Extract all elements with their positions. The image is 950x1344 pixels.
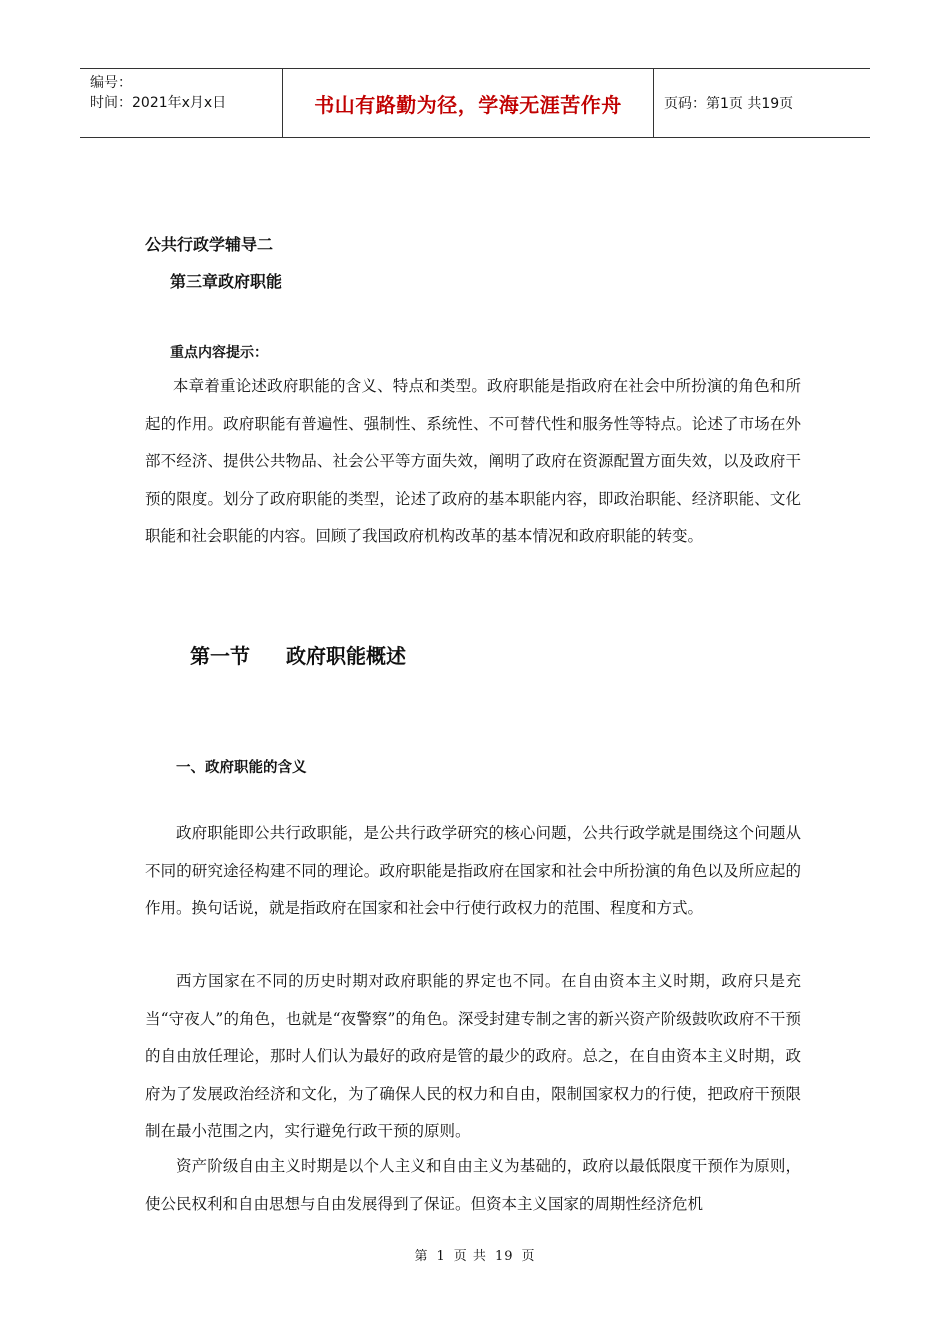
- body-paragraph: 政府职能即公共行政职能，是公共行政学研究的核心问题，公共行政学就是围绕这个问题从不同的研究途径构建不同的理论。政府职能是指政府在国家和社会中所扮演的角色以及所应起的作用。换句话说，就是指政府在国家和社会中行使行政权力的范围、程度和方式。: [145, 824, 801, 917]
- keypoints-label: 重点内容提示：: [170, 345, 268, 361]
- section-heading: [190, 640, 406, 669]
- number-label: 编号：: [90, 75, 132, 91]
- header-table: [80, 68, 870, 138]
- document-title: 公共行政学辅导二: [145, 235, 274, 254]
- motto: 书山有路勤为径，学海无涯苦作舟: [282, 69, 654, 137]
- summary-paragraph: 本章着重论述政府职能的含义、特点和类型。政府职能是指政府在社会中所扮演的角色和所起的作用。政府职能有普遍性、强制性、系统性、不可替代性和服务性等特点。论述了市场在外部不经济、提供公共物品、社会公平等方面失效，阐明了政府在资源配置方面失效，以及政府干预的限度。划分了政府职能的类型，论述了政府的基本职能内容，即政治职能、经济职能、文化职能和社会职能的内容。回顾了我国政府机构改革的基本情况和政府职能的转变。: [145, 377, 801, 545]
- subsection-title: 一、政府职能的含义: [176, 760, 307, 776]
- section-number: 第一节: [190, 644, 250, 668]
- page-code: 页码：第1页 共19页: [664, 96, 794, 112]
- footer-total-pages: 19: [494, 1249, 514, 1264]
- footer-current-page: 1: [436, 1249, 446, 1264]
- page-footer: [0, 1245, 950, 1264]
- time-label: 时间：2021年x月x日: [90, 95, 227, 111]
- section-title: 政府职能概述: [286, 644, 406, 668]
- header-meta: [80, 69, 282, 137]
- footer-prefix: 第: [414, 1249, 429, 1264]
- body-paragraph: 西方国家在不同的历史时期对政府职能的界定也不同。在自由资本主义时期，政府只是充当“守夜人”的角色，也就是“夜警察”的角色。深受封建专制之害的新兴资产阶级鼓吹政府不干预的自由放任理论，那时人们认为最好的政府是管的最少的政府。总之，在自由资本主义时期，政府为了发展政治经济和文化，为了确保人民的权力和自由，限制国家权力的行使，把政府干预限制在最小范围之内，实行避免行政干预的原则。: [145, 972, 801, 1140]
- chapter-title: 第三章政府职能: [170, 272, 283, 291]
- footer-mid: 页 共: [453, 1249, 487, 1264]
- body-paragraph: 资产阶级自由主义时期是以个人主义和自由主义为基础的，政府以最低限度干预作为原则，使公民权利和自由思想与自由发展得到了保证。但资本主义国家的周期性经济危机: [145, 1157, 801, 1213]
- footer-suffix: 页: [521, 1249, 536, 1264]
